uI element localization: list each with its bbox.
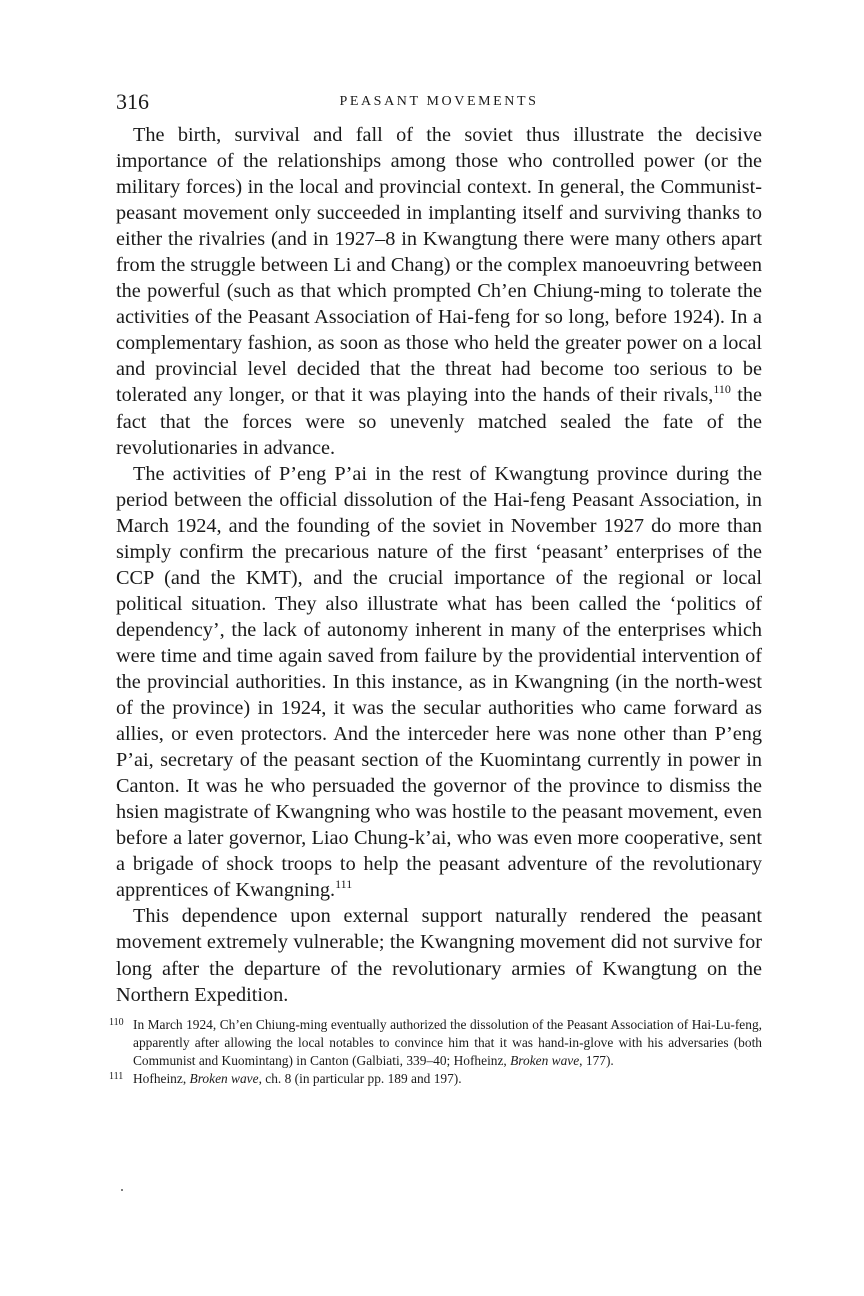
paragraph: [116, 903, 762, 1007]
footnote-reference: 111: [335, 877, 353, 892]
paragraph: [116, 122, 762, 461]
footnote-mark: 111: [109, 1070, 124, 1082]
paragraph: [116, 461, 762, 904]
footnote-text-continued: , ch. 8 (in particular pp. 189 and 197).: [258, 1070, 462, 1086]
paragraph-text: The birth, survival and fall of the soviet thus illustrate the decisive importance of the relationships among those who controlled power (or the military forces) in the local and provincial context. In general, the Communist-peasant movement only succeeded in implanting itself and surviving thanks to either the rivalries (and in 1927–8 in Kwangtung there were many others apart from the struggle between Li and Chang) or the complex manoeuvring between the powerful (such as that which prompted Ch’en Chiung-ming to tolerate the activities of the Peasant Association of Hai-feng for so long, before 1924). In a complementary fashion, as soon as those who held the greater power on a local and provincial level decided that the threat had become too serious to be tolerated any longer, or that it was playing into the hands of their rivals,: [116, 124, 762, 407]
footnote: [109, 1016, 762, 1070]
paragraph-text-continued: the fact that the forces were so unevenly matched sealed the fate of the revolutionaries in advance.: [116, 384, 762, 459]
running-title: PEASANT MOVEMENTS: [339, 94, 539, 109]
book-page: [109, 88, 762, 1088]
footnote-text: In March 1924, Ch’en Chiung-ming eventually authorized the dissolution of the Peasant Association of Hai-Lu-feng, apparently after allowing the local notables to convince him that it was hand-in-glove with his adversaries (both Communist and Kuomintang) in Canton (Galbiati, 339–40; Hofheinz,: [133, 1016, 762, 1068]
body-text: [116, 122, 762, 1008]
page-number: 316: [116, 89, 149, 114]
paragraph-text: The activities of P’eng P’ai in the rest of Kwangtung province during the period between the official dissolution of the Hai-feng Peasant Association, in March 1924, and the founding of the soviet in November 1927 do more than simply confirm the precarious nature of the first ‘peasant’ enterprises of the CCP (and the KMT), and the crucial importance of the regional or local political situation. They also illustrate what has been called the ‘politics of dependency’, the lack of autonomy inherent in many of the enterprises which were time and time again saved from failure by the providential intervention of the provincial authorities. In this instance, as in Kwangning (in the north-west of the province) in 1924, it was the secular authorities who came forward as allies, or even protectors. And the interceder here was none other than P’eng P’ai, secretary of the peasant section of the Kuomintang currently in power in Canton. It was he who persuaded the governor of the province to dismiss the hsien magistrate of Kwangning who was hostile to the peasant movement, even before a later governor, Liao Chung-k’ai, who was even more cooperative, sent a brigade of shock troops to help the peasant adventure of the revolutionary apprentices of Kwangning.: [116, 462, 762, 902]
footnote-mark: 110: [109, 1016, 124, 1028]
stray-mark: [121, 1189, 123, 1191]
footnote-title: Broken wave: [189, 1070, 259, 1086]
footnote-text-continued: , 177).: [579, 1052, 614, 1068]
paragraph-text: This dependence upon external support naturally rendered the peasant movement extremely vulnerable; the Kwangning movement did not survive for long after the departure of the revolutionary armies of Kwangtung on the Northern Expedition.: [116, 905, 762, 1006]
footnote-title: Broken wave: [510, 1052, 580, 1068]
footnote-reference: 110: [713, 382, 731, 397]
footnotes: [109, 1016, 762, 1088]
footnote-text: Hofheinz,: [133, 1070, 190, 1086]
running-head: [116, 88, 762, 122]
footnote: [109, 1070, 762, 1088]
